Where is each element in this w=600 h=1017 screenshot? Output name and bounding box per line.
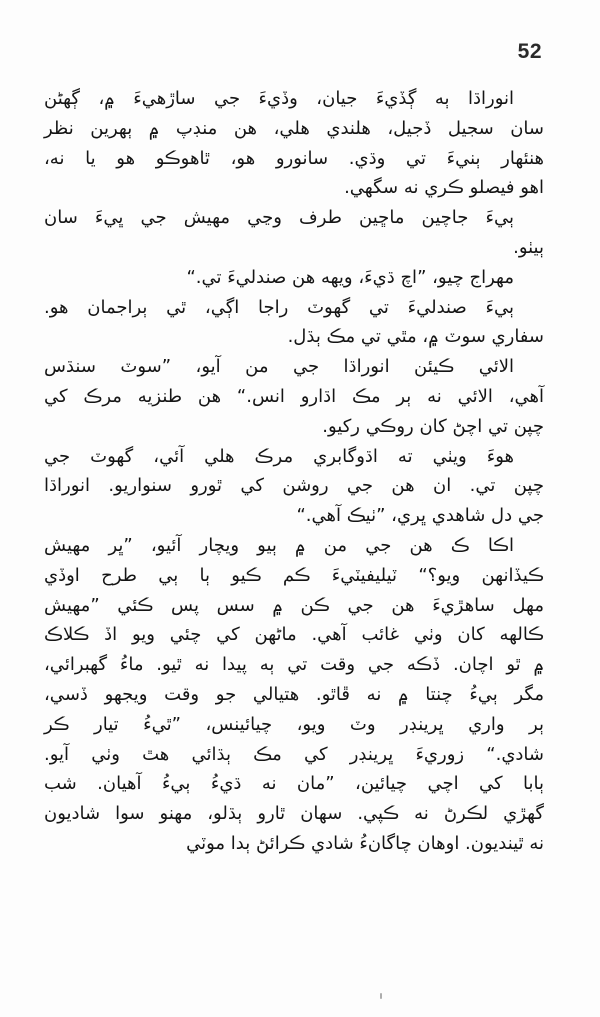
text-line: ڪالهه کان وٺي غائب آهي. ماڻهن کي چئي ويو اڏ ڪلاڪ xyxy=(44,624,544,646)
text-line: ٻيٺو. xyxy=(513,236,544,258)
text-line: مهل ساهڙيءَ هن جي ڪن ۾ سس پس ڪئي ”مهيش xyxy=(44,594,544,616)
page-number: 52 xyxy=(517,40,542,63)
text-line: شادي.“ زوريءَ ڀرينڊر کي مڪ ٻڌائي هٿ وٺي آيو. xyxy=(44,743,544,765)
text-line: ٻيءَ صندليءَ تي گهوٽ راجا اڳي، ٿي ٻراجمان هو. xyxy=(44,296,514,318)
text-line: گهڙي لڪرڻ نه ڪپي. سهان ٿارو ٻڌلو، مهنو سوا شاديون xyxy=(44,803,544,825)
text-line: ٻيءَ جاچين ماڇين طرف وڃي مهيش جي ڀيءَ سان xyxy=(44,207,514,229)
text-line: ۾ ٿو اچان. ڏڪه جي وقت تي ٻه پيدا نه ٿيو. ماءُ گهبرائي، xyxy=(44,654,544,676)
text-line: جي دل شاهدي ڀري، ”ٺيڪ آهي.“ xyxy=(296,505,544,527)
text-line: ٻر واري ڀرينڊر وٽ ويو، چيائينس، ”ٿيءُ تيار ڪر xyxy=(44,713,544,735)
text-line: سفاري سوٽ ۾، مٿي تي مڪ ٻڌل. xyxy=(287,326,544,348)
text-line: سان سجيل ڏجيل، هلندي هلي، هن منڊپ ۾ ٻهرين نظر xyxy=(44,117,544,139)
text-line: هوءَ ويٺي ته اڌوگابري مرڪ هلي آئي، گهوٽ جي xyxy=(44,445,514,467)
body-text xyxy=(44,84,544,859)
scan-speck xyxy=(380,993,382,999)
text-line: الائي ڪيئن انوراڌا جي من آيو، ”سوٽ سنڌس xyxy=(44,356,514,378)
text-line: نه ٿينديون. اوهان چاگانءُ شادي ڪرائڻ ٻدا موٽي xyxy=(186,832,544,854)
text-line: هنئهار ٻنيءَ تي وڌي. سانورو هو، ٿاهوڪو هو يا نه، xyxy=(44,147,544,169)
text-line: مگر ٻيءُ چنتا ۾ نه ڦاٿو. هتيالي جو وقت ويجهو ڏسي، xyxy=(44,683,544,705)
text-line: چپن تي اچڻ کان روڪي رکيو. xyxy=(322,415,544,437)
text-line: اهو فيصلو ڪري نه سگهي. xyxy=(344,177,544,199)
text-line: چپن تي. ان هن جي روشن کي ٿورو سنواريو. انوراڌا xyxy=(44,475,544,497)
text-line: ٻابا کي اچي چيائين، ”مان نه ڌيءُ ٻيءُ آهيان. شب xyxy=(44,773,544,795)
text-line: آهي، الائي نه ٻر مڪ اڌارو انس.“ هن طنزيه مرڪ کي xyxy=(44,385,544,407)
text-line: ڪيڏانهن ويو؟“ ٽيليفيٽيءَ ڪم ڪيو ٻا ٻي طرح اوڏي xyxy=(44,564,544,586)
text-line: مهراج چيو، ”اچ ڌيءَ، ويهه هن صندليءَ تي.“ xyxy=(186,266,514,288)
text-line: انوراڌا ٻه ڳڏيءَ جيان، وڏيءَ جي ساڙهيءَ ۾، ڳهڻن xyxy=(44,88,514,109)
text-line: اڪا ڪ هن جي من ۾ ٻيو ويچار آئيو، ”ڀر مهيش xyxy=(44,534,514,556)
